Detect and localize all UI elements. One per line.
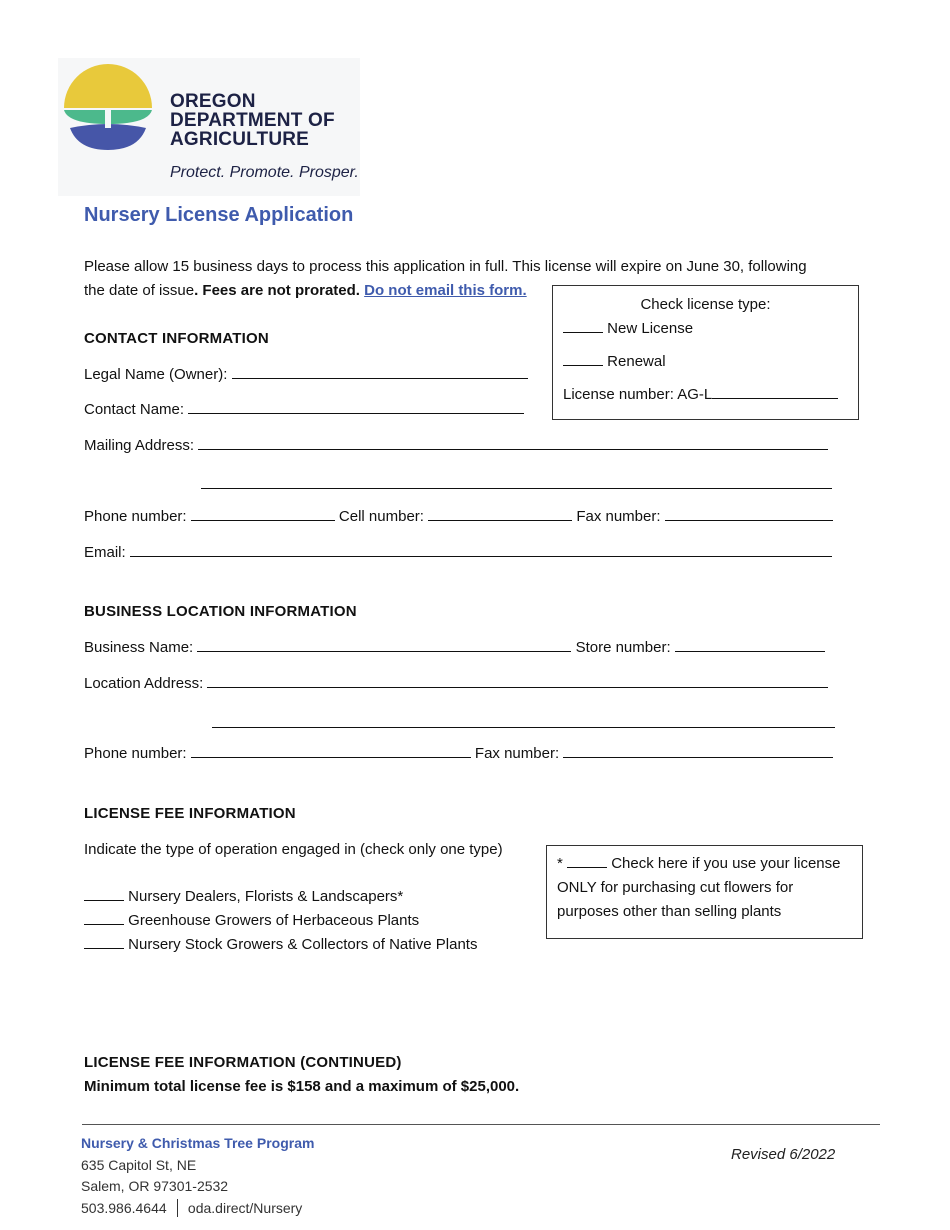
revised-date: Revised 6/2022 bbox=[731, 1146, 836, 1163]
contact-name-row bbox=[84, 401, 524, 418]
contact-fax-field[interactable] bbox=[665, 520, 833, 521]
cut-flowers-note-line3: purposes other than selling plants bbox=[557, 903, 782, 920]
license-type-box bbox=[552, 285, 859, 420]
contact-heading: CONTACT INFORMATION bbox=[84, 330, 269, 347]
business-name-row bbox=[84, 639, 825, 656]
license-fee-heading: LICENSE FEE INFORMATION bbox=[84, 805, 296, 822]
cut-flowers-note-line1 bbox=[557, 855, 840, 872]
location-address-row bbox=[84, 675, 828, 692]
renewal-option bbox=[563, 353, 666, 370]
business-name-field[interactable] bbox=[197, 651, 571, 652]
mailing-address-row bbox=[84, 437, 828, 454]
footer-street: 635 Capitol St, NE bbox=[81, 1157, 197, 1173]
footer-separator bbox=[177, 1199, 179, 1217]
license-fee-continued-heading: LICENSE FEE INFORMATION (CONTINUED) bbox=[84, 1054, 402, 1071]
license-number-label: License number: AG-L bbox=[563, 386, 713, 403]
operation-option-1-label: Nursery Dealers, Florists & Landscapers* bbox=[128, 888, 404, 905]
cut-flowers-note-line2: ONLY for purchasing cut flowers for bbox=[557, 879, 794, 896]
store-number-field[interactable] bbox=[675, 651, 825, 652]
cut-flowers-blank[interactable] bbox=[567, 867, 607, 868]
mailing-address-field-line2[interactable] bbox=[201, 488, 832, 489]
agency-name bbox=[170, 92, 335, 149]
operation-option-3-label: Nursery Stock Growers & Collectors of Native Plants bbox=[128, 936, 478, 953]
operation-option-1 bbox=[84, 888, 403, 905]
location-address-label: Location Address: bbox=[84, 675, 204, 692]
agency-name-line1: OREGON bbox=[170, 91, 256, 112]
renewal-blank[interactable] bbox=[563, 365, 603, 366]
legal-name-row bbox=[84, 366, 528, 383]
logo-sun-arc bbox=[64, 64, 152, 108]
business-fax-field[interactable] bbox=[563, 757, 833, 758]
new-license-option bbox=[563, 320, 693, 337]
contact-fax-label: Fax number: bbox=[576, 508, 661, 525]
license-fee-range: Minimum total license fee is $158 and a maximum of $25,000. bbox=[84, 1078, 520, 1095]
store-number-label: Store number: bbox=[575, 639, 671, 656]
contact-phone-row bbox=[84, 508, 833, 525]
location-address-field-line2[interactable] bbox=[212, 727, 835, 728]
cut-flowers-note-box bbox=[546, 845, 863, 939]
contact-phone-field[interactable] bbox=[191, 520, 335, 521]
business-heading: BUSINESS LOCATION INFORMATION bbox=[84, 603, 357, 620]
footer-city: Salem, OR 97301-2532 bbox=[81, 1178, 229, 1194]
new-license-label: New License bbox=[607, 320, 694, 337]
business-fax-label: Fax number: bbox=[474, 745, 560, 762]
do-not-email-link[interactable]: Do not email this form. bbox=[364, 282, 527, 299]
contact-phone-label: Phone number: bbox=[84, 508, 187, 525]
footer-contact bbox=[81, 1199, 302, 1217]
footer-divider bbox=[82, 1124, 880, 1125]
business-phone-row bbox=[84, 745, 833, 762]
cell-number-field[interactable] bbox=[428, 520, 572, 521]
business-name-label: Business Name: bbox=[84, 639, 194, 656]
operation-option-3 bbox=[84, 936, 477, 953]
intro-line-2 bbox=[84, 282, 527, 299]
legal-name-field[interactable] bbox=[232, 378, 528, 379]
intro-fees-note: . Fees are not prorated. bbox=[194, 282, 360, 299]
license-number-field[interactable] bbox=[712, 398, 838, 399]
email-label: Email: bbox=[84, 544, 126, 561]
new-license-blank[interactable] bbox=[563, 332, 603, 333]
operation-option-2-label: Greenhouse Growers of Herbaceous Plants bbox=[128, 912, 420, 929]
page-title: Nursery License Application bbox=[84, 204, 354, 226]
cut-flowers-note-star: * bbox=[557, 855, 563, 872]
agency-tagline: Protect. Promote. Prosper. bbox=[170, 164, 359, 181]
license-type-heading: Check license type: bbox=[640, 296, 771, 313]
cut-flowers-note-text1: Check here if you use your license bbox=[611, 855, 841, 872]
license-number-row bbox=[563, 386, 838, 403]
intro-line-1: Please allow 15 business days to process this application in full. This license will expire on June 30, following bbox=[84, 258, 807, 275]
footer-phone: 503.986.4644 bbox=[81, 1200, 167, 1216]
email-row bbox=[84, 544, 832, 561]
business-phone-label: Phone number: bbox=[84, 745, 187, 762]
cell-number-label: Cell number: bbox=[338, 508, 424, 525]
email-field[interactable] bbox=[130, 556, 832, 557]
mailing-address-field[interactable] bbox=[198, 449, 828, 450]
footer-website[interactable]: oda.direct/Nursery bbox=[187, 1200, 303, 1216]
mailing-address-label: Mailing Address: bbox=[84, 437, 195, 454]
operation-option-2 bbox=[84, 912, 419, 929]
agency-name-line3: AGRICULTURE bbox=[170, 129, 310, 150]
contact-name-field[interactable] bbox=[188, 413, 524, 414]
footer-program: Nursery & Christmas Tree Program bbox=[81, 1135, 315, 1151]
renewal-label: Renewal bbox=[607, 353, 666, 370]
contact-name-label: Contact Name: bbox=[84, 401, 185, 418]
operation-option-2-blank[interactable] bbox=[84, 924, 124, 925]
operation-option-3-blank[interactable] bbox=[84, 948, 124, 949]
legal-name-label: Legal Name (Owner): bbox=[84, 366, 228, 383]
operation-option-1-blank[interactable] bbox=[84, 900, 124, 901]
location-address-field[interactable] bbox=[207, 687, 828, 688]
intro-text: the date of issue bbox=[84, 282, 195, 299]
operation-instruction: Indicate the type of operation engaged in (check only one type) bbox=[84, 841, 503, 858]
agency-name-line2: DEPARTMENT OF bbox=[170, 110, 335, 131]
business-phone-field[interactable] bbox=[191, 757, 471, 758]
